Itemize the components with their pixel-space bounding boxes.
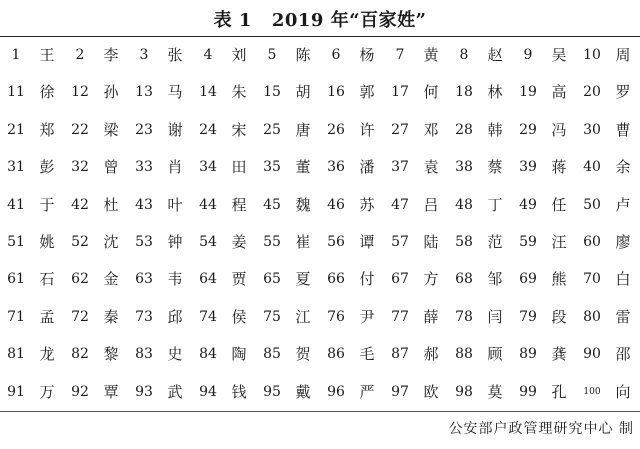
rank-number: 76	[327, 308, 345, 325]
rank-number: 18	[455, 84, 473, 101]
surname: 熊	[551, 270, 567, 289]
surname: 金	[103, 270, 119, 289]
surname: 韩	[487, 120, 503, 139]
surname: 汪	[551, 232, 567, 251]
surname: 郭	[359, 83, 375, 102]
rank-number: 22	[71, 121, 89, 138]
surname: 何	[423, 83, 439, 102]
surname: 崔	[295, 232, 311, 251]
surname: 向	[615, 382, 631, 401]
surname: 余	[615, 158, 631, 177]
surname: 张	[167, 46, 183, 64]
surname: 邹	[487, 270, 503, 289]
surname: 谭	[359, 232, 375, 251]
table-row	[0, 187, 640, 224]
surname: 于	[39, 195, 55, 214]
rank-number: 19	[519, 84, 537, 101]
rank-number: 68	[455, 271, 473, 288]
rank-number: 34	[199, 159, 217, 176]
surname: 唐	[295, 120, 311, 139]
rank-number: 99	[519, 383, 537, 400]
surname: 毛	[359, 345, 375, 364]
rank-number: 8	[459, 47, 469, 63]
surname: 曹	[615, 120, 631, 139]
rank-number: 49	[519, 196, 537, 213]
rank-number: 36	[327, 159, 345, 176]
rank-number: 48	[455, 196, 473, 213]
rank-number: 23	[135, 121, 153, 138]
surname: 陆	[423, 232, 439, 251]
rank-number: 84	[199, 346, 217, 363]
rank-number: 81	[7, 346, 25, 363]
table-row	[0, 149, 640, 186]
rank-number: 29	[519, 121, 537, 138]
table-row	[0, 74, 640, 111]
surname: 贾	[231, 270, 247, 289]
surname: 戴	[295, 382, 311, 401]
rank-number: 40	[583, 159, 601, 176]
rank-number: 73	[135, 308, 153, 325]
rank-number: 13	[135, 84, 153, 101]
rank-number: 86	[327, 346, 345, 363]
surname: 姜	[231, 232, 247, 251]
rank-number: 57	[391, 233, 409, 250]
surname: 胡	[295, 83, 311, 102]
surname: 方	[423, 270, 439, 289]
surname: 罗	[615, 83, 631, 102]
rank-number: 78	[455, 308, 473, 325]
rank-number: 82	[71, 346, 89, 363]
surname: 袁	[423, 158, 439, 177]
surname-table	[0, 37, 640, 411]
surname: 王	[39, 46, 55, 64]
rank-number: 26	[327, 121, 345, 138]
surname: 杜	[103, 195, 119, 214]
surname: 魏	[295, 195, 311, 214]
surname: 钱	[231, 382, 247, 401]
surname: 赵	[487, 46, 503, 64]
rank-number: 77	[391, 308, 409, 325]
table-row	[0, 336, 640, 373]
surname: 董	[295, 158, 311, 177]
rank-number: 38	[455, 159, 473, 176]
surname: 贺	[295, 345, 311, 364]
surname: 范	[487, 232, 503, 251]
rank-number: 17	[391, 84, 409, 101]
surname: 严	[359, 382, 375, 401]
surname: 彭	[39, 158, 55, 177]
surname: 任	[551, 195, 567, 214]
rank-number: 42	[71, 196, 89, 213]
rank-number: 9	[523, 47, 533, 63]
rank-number: 67	[391, 271, 409, 288]
rank-number: 37	[391, 159, 409, 176]
surname: 周	[615, 46, 631, 64]
surname: 石	[39, 270, 55, 289]
surname: 邵	[615, 345, 631, 364]
table-title-text: 2019 年“百家姓”	[271, 10, 427, 31]
rank-number: 12	[71, 84, 89, 101]
rank-number: 55	[263, 233, 281, 250]
surname: 李	[103, 46, 119, 64]
rank-number: 54	[199, 233, 217, 250]
surname: 邱	[167, 307, 183, 326]
rank-number: 83	[135, 346, 153, 363]
surname: 吴	[551, 46, 567, 64]
rank-number: 93	[135, 383, 153, 400]
surname: 吕	[423, 195, 439, 214]
rank-number: 7	[395, 47, 405, 63]
rank-number: 35	[263, 159, 281, 176]
surname: 杨	[359, 46, 375, 64]
rank-number: 100	[583, 386, 601, 397]
surname: 邓	[423, 120, 439, 139]
rank-number: 91	[7, 383, 25, 400]
rank-number: 94	[199, 383, 217, 400]
surname: 许	[359, 120, 375, 139]
surname: 谢	[167, 120, 183, 139]
surname: 田	[231, 158, 247, 177]
bottom-rule	[0, 411, 640, 412]
surname: 廖	[615, 232, 631, 251]
rank-number: 4	[203, 47, 213, 63]
surname: 苏	[359, 195, 375, 214]
rank-number: 14	[199, 84, 217, 101]
rank-number: 15	[263, 84, 281, 101]
surname: 卢	[615, 195, 631, 214]
surname: 蔡	[487, 158, 503, 177]
rank-number: 79	[519, 308, 537, 325]
rank-number: 6	[331, 47, 341, 63]
rank-number: 80	[583, 308, 601, 325]
rank-number: 11	[7, 84, 25, 101]
surname: 雷	[615, 307, 631, 326]
surname: 欧	[423, 382, 439, 401]
surname: 夏	[295, 270, 311, 289]
table-row	[0, 37, 640, 74]
rank-number: 87	[391, 346, 409, 363]
surname: 马	[167, 83, 183, 102]
table-row	[0, 374, 640, 411]
rank-number: 2	[75, 47, 85, 63]
rank-number: 89	[519, 346, 537, 363]
surname: 郑	[39, 120, 55, 139]
rank-number: 75	[263, 308, 281, 325]
table-title	[0, 6, 640, 32]
rank-number: 1	[11, 47, 21, 63]
surname: 沈	[103, 232, 119, 251]
surname: 武	[167, 382, 183, 401]
surname: 白	[615, 270, 631, 289]
table-row	[0, 112, 640, 149]
rank-number: 53	[135, 233, 153, 250]
rank-number: 74	[199, 308, 217, 325]
rank-number: 70	[583, 271, 601, 288]
surname: 覃	[103, 382, 119, 401]
surname: 闫	[487, 307, 503, 326]
rank-number: 25	[263, 121, 281, 138]
rank-number: 60	[583, 233, 601, 250]
surname: 程	[231, 195, 247, 214]
rank-number: 97	[391, 383, 409, 400]
rank-number: 88	[455, 346, 473, 363]
rank-number: 95	[263, 383, 281, 400]
surname: 高	[551, 83, 567, 102]
rank-number: 63	[135, 271, 153, 288]
rank-number: 98	[455, 383, 473, 400]
rank-number: 21	[7, 121, 25, 138]
surname: 秦	[103, 307, 119, 326]
rank-number: 51	[7, 233, 25, 250]
rank-number: 59	[519, 233, 537, 250]
rank-number: 62	[71, 271, 89, 288]
surname: 韦	[167, 270, 183, 289]
surname: 黄	[423, 46, 439, 64]
surname: 蒋	[551, 158, 567, 177]
table-row	[0, 261, 640, 298]
surname: 曾	[103, 158, 119, 177]
surname: 潘	[359, 158, 375, 177]
rank-number: 16	[327, 84, 345, 101]
rank-number: 72	[71, 308, 89, 325]
surname: 姚	[39, 232, 55, 251]
rank-number: 27	[391, 121, 409, 138]
surname: 薛	[423, 307, 439, 326]
source-credit: 公安部户政管理研究中心 制	[448, 421, 634, 437]
rank-number: 92	[71, 383, 89, 400]
rank-number: 39	[519, 159, 537, 176]
rank-number: 56	[327, 233, 345, 250]
rank-number: 85	[263, 346, 281, 363]
rank-number: 50	[583, 196, 601, 213]
rank-number: 28	[455, 121, 473, 138]
rank-number: 33	[135, 159, 153, 176]
rank-number: 10	[583, 47, 601, 63]
rank-number: 64	[199, 271, 217, 288]
surname: 丁	[487, 195, 503, 214]
surname: 陈	[295, 46, 311, 64]
surname: 段	[551, 307, 567, 326]
rank-number: 24	[199, 121, 217, 138]
rank-number: 58	[455, 233, 473, 250]
surname: 江	[295, 307, 311, 326]
surname: 梁	[103, 120, 119, 139]
rank-number: 32	[71, 159, 89, 176]
surname: 莫	[487, 382, 503, 401]
surname: 徐	[39, 83, 55, 102]
table-label: 表 1	[213, 10, 252, 31]
rank-number: 20	[583, 84, 601, 101]
surname: 陶	[231, 345, 247, 364]
surname: 孙	[103, 83, 119, 102]
rank-number: 90	[583, 346, 601, 363]
rank-number: 61	[7, 271, 25, 288]
rank-number: 31	[7, 159, 25, 176]
surname: 尹	[359, 307, 375, 326]
surname: 林	[487, 83, 503, 102]
rank-number: 47	[391, 196, 409, 213]
rank-number: 5	[267, 47, 277, 63]
surname: 万	[39, 382, 55, 401]
surname: 郝	[423, 345, 439, 364]
table-row	[0, 224, 640, 261]
surname: 黎	[103, 345, 119, 364]
surname: 刘	[231, 46, 247, 64]
surname: 顾	[487, 345, 503, 364]
rank-number: 65	[263, 271, 281, 288]
rank-number: 46	[327, 196, 345, 213]
surname: 史	[167, 345, 183, 364]
rank-number: 71	[7, 308, 25, 325]
rank-number: 66	[327, 271, 345, 288]
surname: 付	[359, 270, 375, 289]
rank-number: 52	[71, 233, 89, 250]
surname: 冯	[551, 120, 567, 139]
rank-number: 44	[199, 196, 217, 213]
surname: 钟	[167, 232, 183, 251]
surname: 孟	[39, 307, 55, 326]
surname: 肖	[167, 158, 183, 177]
rank-number: 43	[135, 196, 153, 213]
rank-number: 96	[327, 383, 345, 400]
surname: 龙	[39, 345, 55, 364]
surname: 叶	[167, 195, 183, 214]
rank-number: 45	[263, 196, 281, 213]
surname: 侯	[231, 307, 247, 326]
table-row	[0, 299, 640, 336]
surname: 朱	[231, 83, 247, 102]
surname: 宋	[231, 120, 247, 139]
surname: 孔	[551, 382, 567, 401]
surname: 龚	[551, 345, 567, 364]
rank-number: 30	[583, 121, 601, 138]
rank-number: 69	[519, 271, 537, 288]
rank-number: 41	[7, 196, 25, 213]
rank-number: 3	[139, 47, 149, 63]
